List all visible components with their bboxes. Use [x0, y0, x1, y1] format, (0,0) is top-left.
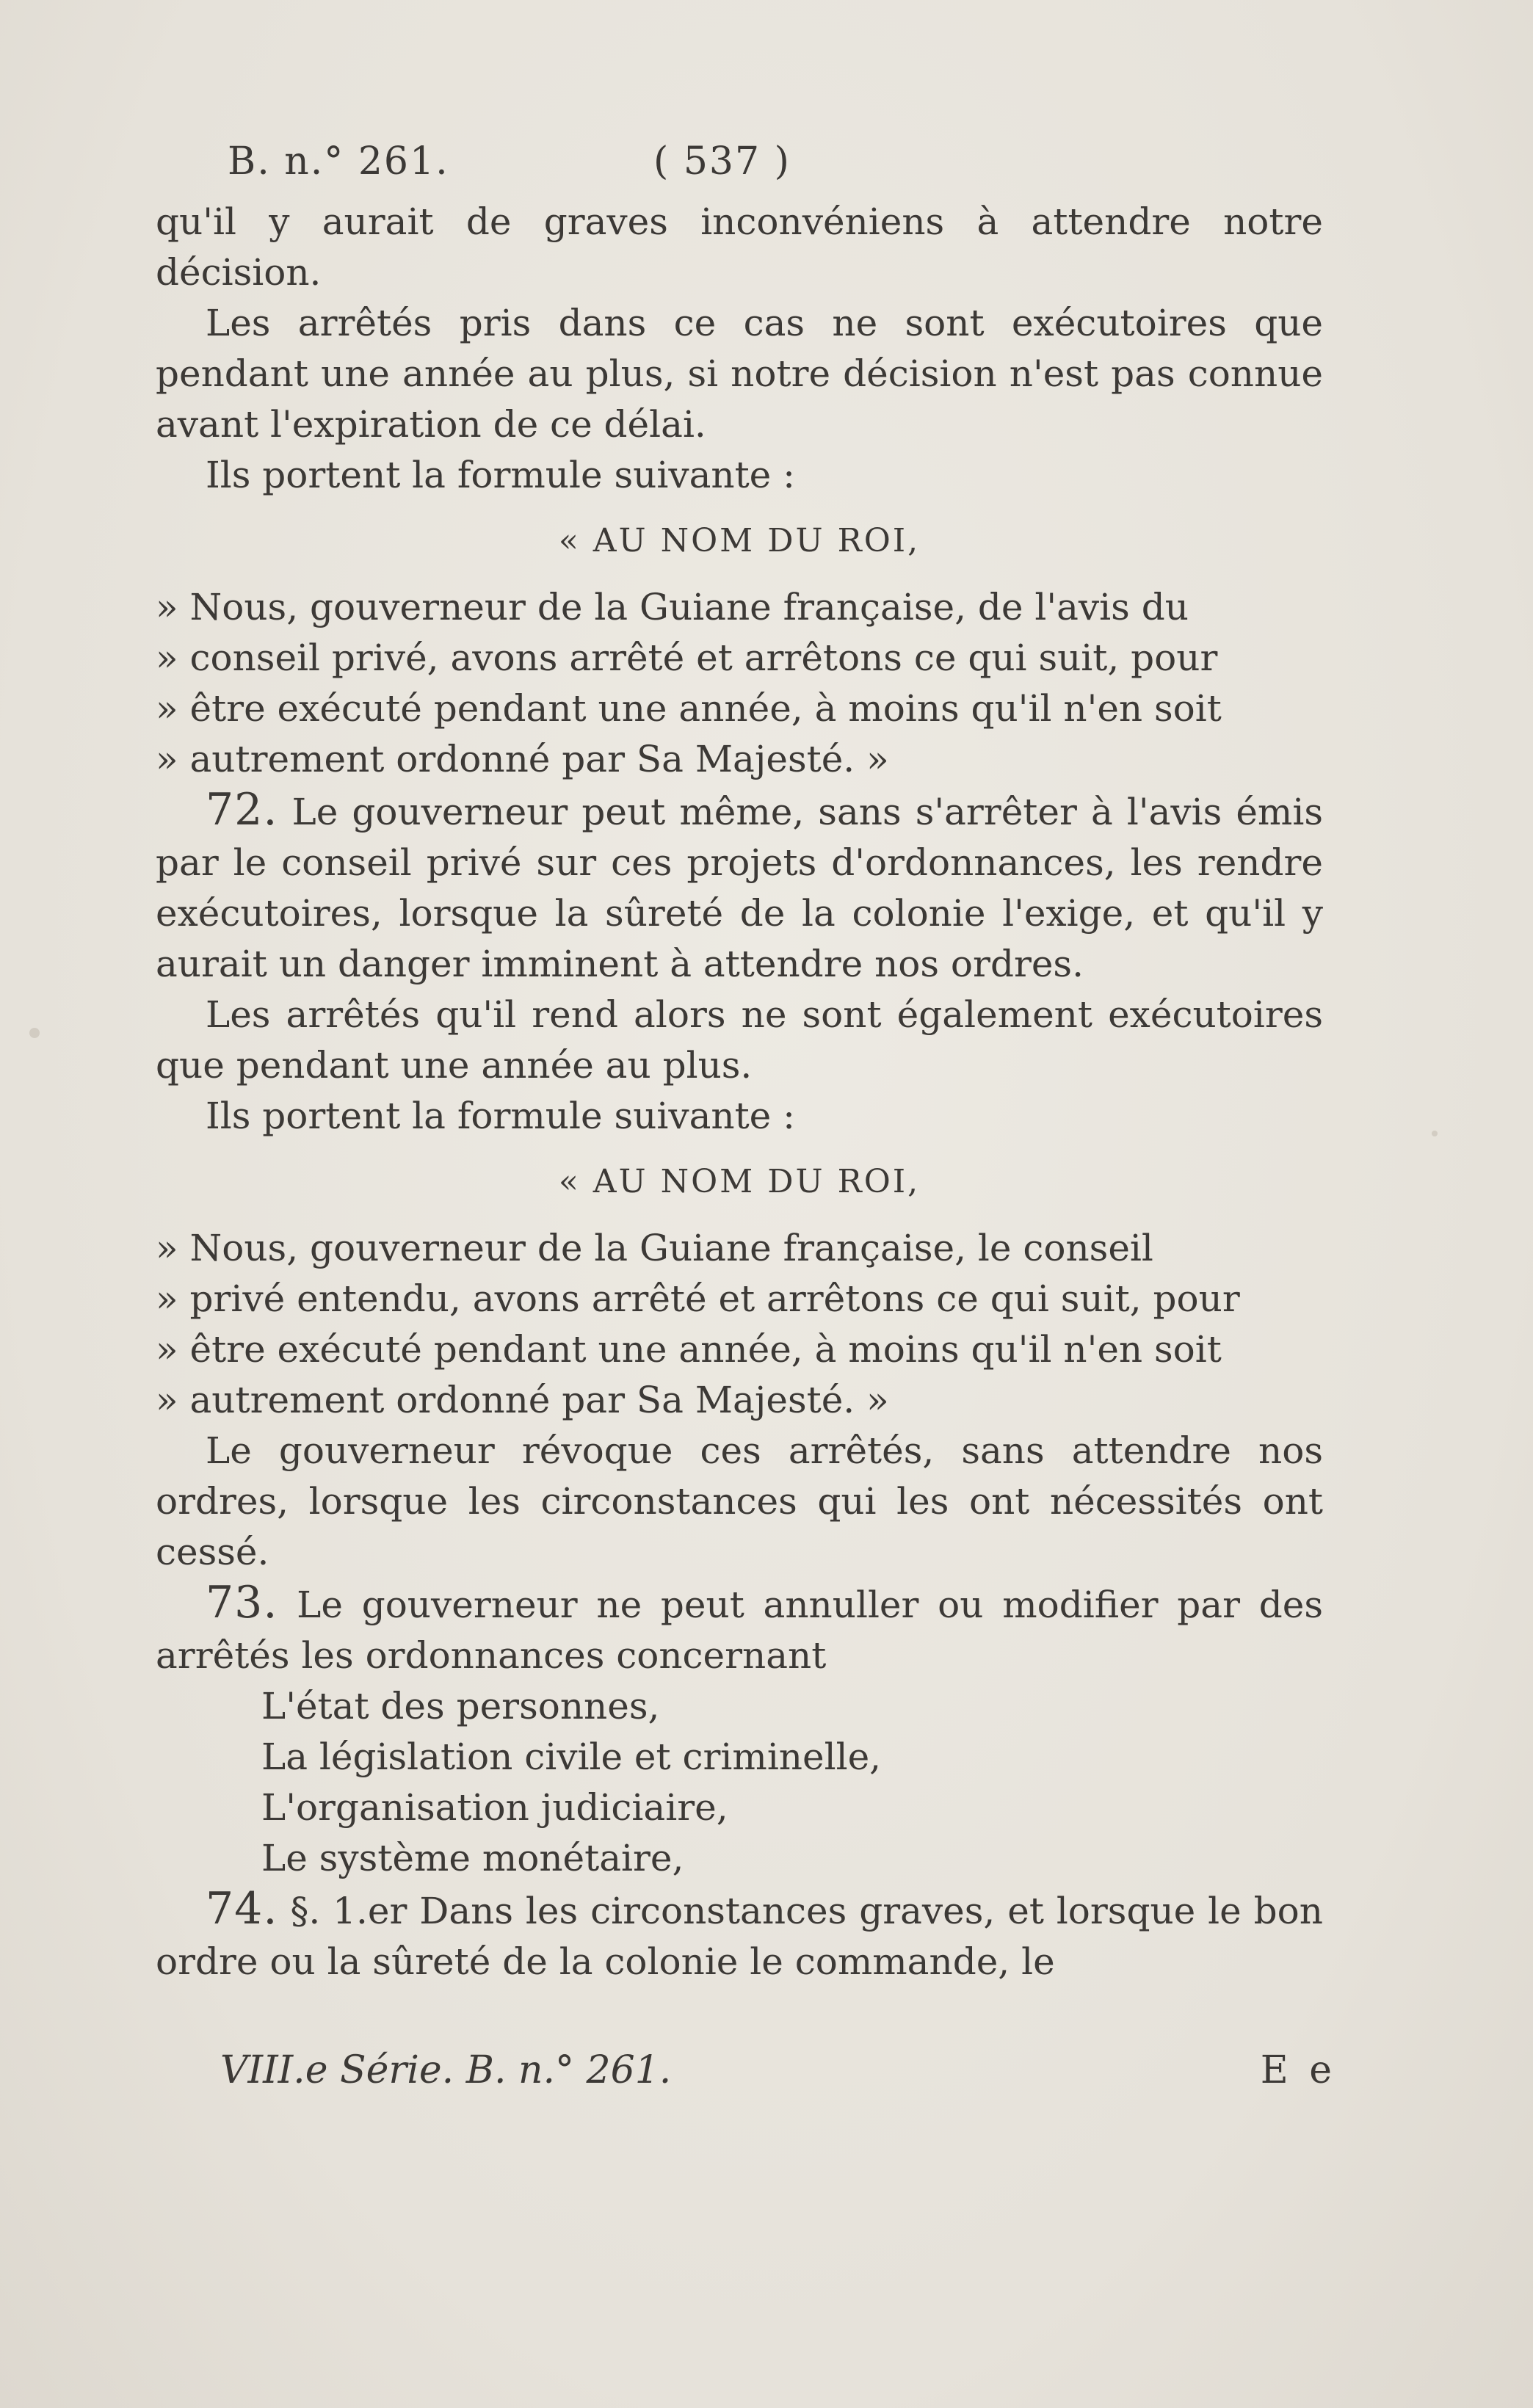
- formula-block: [156, 582, 1323, 785]
- formula-line: » privé entendu, avons arrêté et arrêtons ce qui suit, pour: [156, 1277, 1240, 1320]
- paragraph: Le gouverneur révoque ces arrêtés, sans attendre nos ordres, lorsque les circonstances qui les ont nécessités ont cessé.: [156, 1429, 1323, 1573]
- article-74: [156, 1884, 1323, 1987]
- page-header: [228, 139, 1358, 191]
- article-text: Le gouverneur peut même, sans s'arrêter à l'avis émis par le conseil privé sur ces projets d'ordonnances, les rendre exécutoires, lorsque la sûreté de la colonie l'exige, et qu'il y aurait un danger imminent à attendre nos ordres.: [156, 791, 1323, 985]
- ordinance-list: [156, 1681, 1323, 1884]
- formula-title: « AU NOM DU ROI,: [558, 522, 921, 559]
- paragraph: Les arrêtés qu'il rend alors ne sont également exécutoires que pendant une année au plus.: [156, 993, 1323, 1087]
- article-number: 74.: [206, 1883, 278, 1934]
- list-item: L'état des personnes,: [261, 1685, 660, 1727]
- formula-line: » autrement ordonné par Sa Majesté. »: [156, 1379, 889, 1421]
- formula-line: » être exécuté pendant une année, à moins qu'il n'en soit: [156, 1328, 1222, 1371]
- paragraph: Ils portent la formule suivante :: [206, 1095, 796, 1137]
- article-number: 72.: [206, 784, 278, 835]
- page-number: ( 537 ): [653, 139, 791, 184]
- article-text: §. 1.er Dans les circonstances graves, et lorsque le bon ordre ou la sûreté de la colonie le commande, le: [156, 1890, 1323, 1983]
- formula-line: » Nous, gouverneur de la Guiane française, le conseil: [156, 1227, 1153, 1269]
- paragraph: Les arrêtés pris dans ce cas ne sont exécutoires que pendant une année au plus, si notre décision n'est pas connue avant l'expiration de ce délai.: [156, 302, 1323, 446]
- list-item: La législation civile et criminelle,: [261, 1736, 882, 1778]
- formula-title: « AU NOM DU ROI,: [558, 1163, 921, 1200]
- list-item: Le système monétaire,: [261, 1837, 684, 1879]
- page-footer: [220, 2048, 1336, 2107]
- series-reference: VIII.e Série. B. n.° 261.: [220, 2048, 672, 2092]
- formula-line: » autrement ordonné par Sa Majesté. »: [156, 738, 889, 780]
- formula-line: » être exécuté pendant une année, à moins qu'il n'en soit: [156, 687, 1222, 730]
- signature-mark: E e: [1260, 2048, 1336, 2092]
- paragraph-continuation: qu'il y aurait de graves inconvéniens à attendre notre décision.: [156, 200, 1323, 294]
- formula-line: » conseil privé, avons arrêté et arrêtons ce qui suit, pour: [156, 637, 1218, 679]
- formula-line: » Nous, gouverneur de la Guiane française, de l'avis du: [156, 586, 1189, 628]
- paper-stain: [29, 1028, 40, 1038]
- paragraph: Ils portent la formule suivante :: [206, 454, 796, 496]
- paper-stain: [1432, 1131, 1438, 1136]
- bulletin-reference: B. n.° 261.: [228, 139, 449, 184]
- list-item: L'organisation judiciaire,: [261, 1786, 728, 1829]
- article-number: 73.: [206, 1577, 278, 1628]
- article-73: [156, 1578, 1323, 1681]
- article-text: Le gouverneur ne peut annuller ou modifier par des arrêtés les ordonnances concernant: [156, 1584, 1323, 1677]
- formula-block: [156, 1223, 1323, 1426]
- body-text: [156, 197, 1323, 1987]
- article-72: [156, 785, 1323, 990]
